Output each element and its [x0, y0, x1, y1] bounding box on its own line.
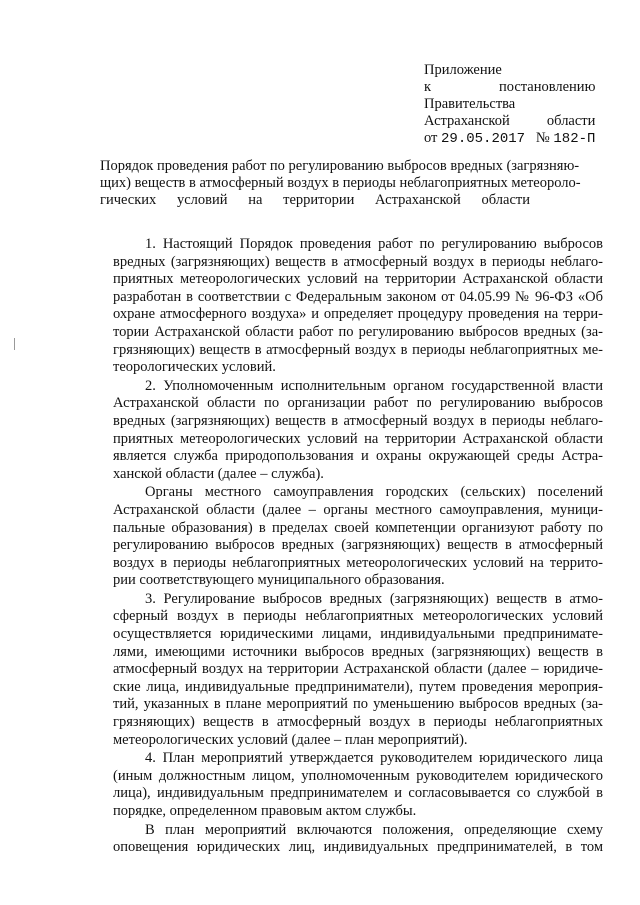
paragraph-line: оповещения юридических лиц, индивидуальных предпринимателей, в том	[113, 839, 603, 856]
paragraph	[113, 378, 603, 484]
appendix-line: Приложение	[424, 62, 502, 78]
number-value: 182-П	[553, 131, 596, 147]
document-body	[113, 236, 603, 858]
paragraph-line: сферный воздух в периоды неблагоприятных метеорологических условий	[113, 608, 603, 625]
paragraph-line: атмосферный воздух на территории Астраханской области (далее – юридиче-	[113, 661, 603, 678]
number-prefix: №	[535, 130, 550, 146]
paragraph	[113, 591, 603, 749]
appendix-line: к постановлению	[424, 79, 596, 95]
paragraph-line: пальные образования) в пределах своей компетенции организуют работу по	[113, 519, 603, 536]
paragraph-line: приятных метеорологических условий на территории Астраханской области	[113, 430, 603, 447]
paragraph-line: воздух в периоды неблагоприятных метеорологических условий на террито-	[113, 554, 603, 571]
paragraph-line: порядке, определенном правовым актом службы.	[113, 803, 417, 819]
paragraph-line: является служба природопользования и охраны окружающей среды Астра-	[113, 448, 603, 465]
title-line: гических условий на территории Астраханской области	[100, 192, 530, 208]
paragraph-line: лями, имеющими источники выбросов вредных (загрязняющих) веществ в	[113, 643, 603, 660]
paragraph-line: лица), индивидуальным предпринимателем и согласовывается со службой в	[113, 785, 603, 802]
paragraph-line: Астраханской области по организации работ по регулированию выбросов	[113, 395, 603, 412]
paragraph-line: грязняющих) веществ в атмосферный воздух в периоды неблагоприятных	[113, 714, 603, 731]
paragraph-line: теорологических условий.	[113, 359, 276, 376]
paragraph-line: 4. План мероприятий утверждается руководителем юридического лица	[145, 750, 603, 767]
paragraph	[113, 484, 603, 590]
date-value: 29.05.2017	[441, 131, 526, 147]
paragraph-line: 1. Настоящий Порядок проведения работ по регулированию выбросов	[145, 236, 603, 252]
title-line: Порядок проведения работ по регулированию выбросов вредных (загрязняю-	[100, 158, 580, 174]
paragraph-line: рии соответствующего муниципального образования.	[113, 572, 445, 589]
paragraph-line: регулированию выбросов вредных (загрязняющих) веществ в атмосферный	[113, 537, 603, 554]
paragraph-line: разработан в соответствии с Федеральным законом от 04.05.99 № 96-ФЗ «Об	[113, 288, 603, 305]
paragraph-line: грязняющих) веществ в атмосферный воздух в периоды неблагоприятных ме-	[113, 341, 603, 358]
paragraph-line: тории Астраханской области работ по регулированию выбросов вредных (за-	[113, 323, 603, 340]
appendix-date-line	[424, 130, 595, 148]
paragraph-line: тий, указанных в плане мероприятий по уменьшению выбросов вредных (за-	[113, 696, 603, 713]
paragraph-line: осуществляется юридическими лицами, индивидуальными предпринимате-	[113, 626, 603, 643]
paragraph	[113, 822, 603, 857]
paragraph-line: ские лица, индивидуальные предприниматели), путем проведения мероприя-	[113, 678, 603, 695]
appendix-header	[424, 62, 595, 148]
paragraph-line: ханской области (далее – служба).	[113, 465, 324, 482]
paragraph-line: вредных (загрязняющих) веществ в атмосферный воздух в периоды неблаго-	[113, 412, 603, 429]
paragraph	[113, 236, 603, 377]
paragraph-line: 3. Регулирование выбросов вредных (загрязняющих) веществ в атмо-	[145, 590, 603, 607]
paragraph-line: охране атмосферного воздуха» и определяет процедуру проведения на терри-	[113, 306, 603, 323]
date-prefix: от	[424, 130, 438, 146]
scan-artifact	[14, 338, 15, 350]
paragraph-line: приятных метеорологических условий на территории Астраханской области	[113, 271, 603, 288]
paragraph-line: вредных (загрязняющих) веществ в атмосферный воздух в периоды неблаго-	[113, 253, 603, 270]
appendix-line: Правительства	[424, 96, 516, 112]
document-title	[100, 158, 581, 209]
paragraph-line: (иным должностным лицом, уполномоченным руководителем юридического	[113, 767, 603, 784]
paragraph-line: Астраханской области (далее – органы местного самоуправления, муници-	[113, 501, 603, 518]
paragraph-line: метеорологических условий (далее – план мероприятий).	[113, 731, 468, 748]
title-line: щих) веществ в атмосферный воздух в периоды неблагоприятных метеороло-	[100, 175, 581, 191]
paragraph-line: 2. Уполномоченным исполнительным органом государственной власти	[145, 377, 603, 394]
paragraph-line: Органы местного самоуправления городских (сельских) поселений	[145, 484, 603, 501]
paragraph-line: В план мероприятий включаются положения, определяющие схему	[145, 821, 603, 838]
appendix-line: Астраханской области	[424, 113, 596, 129]
paragraph	[113, 750, 603, 820]
